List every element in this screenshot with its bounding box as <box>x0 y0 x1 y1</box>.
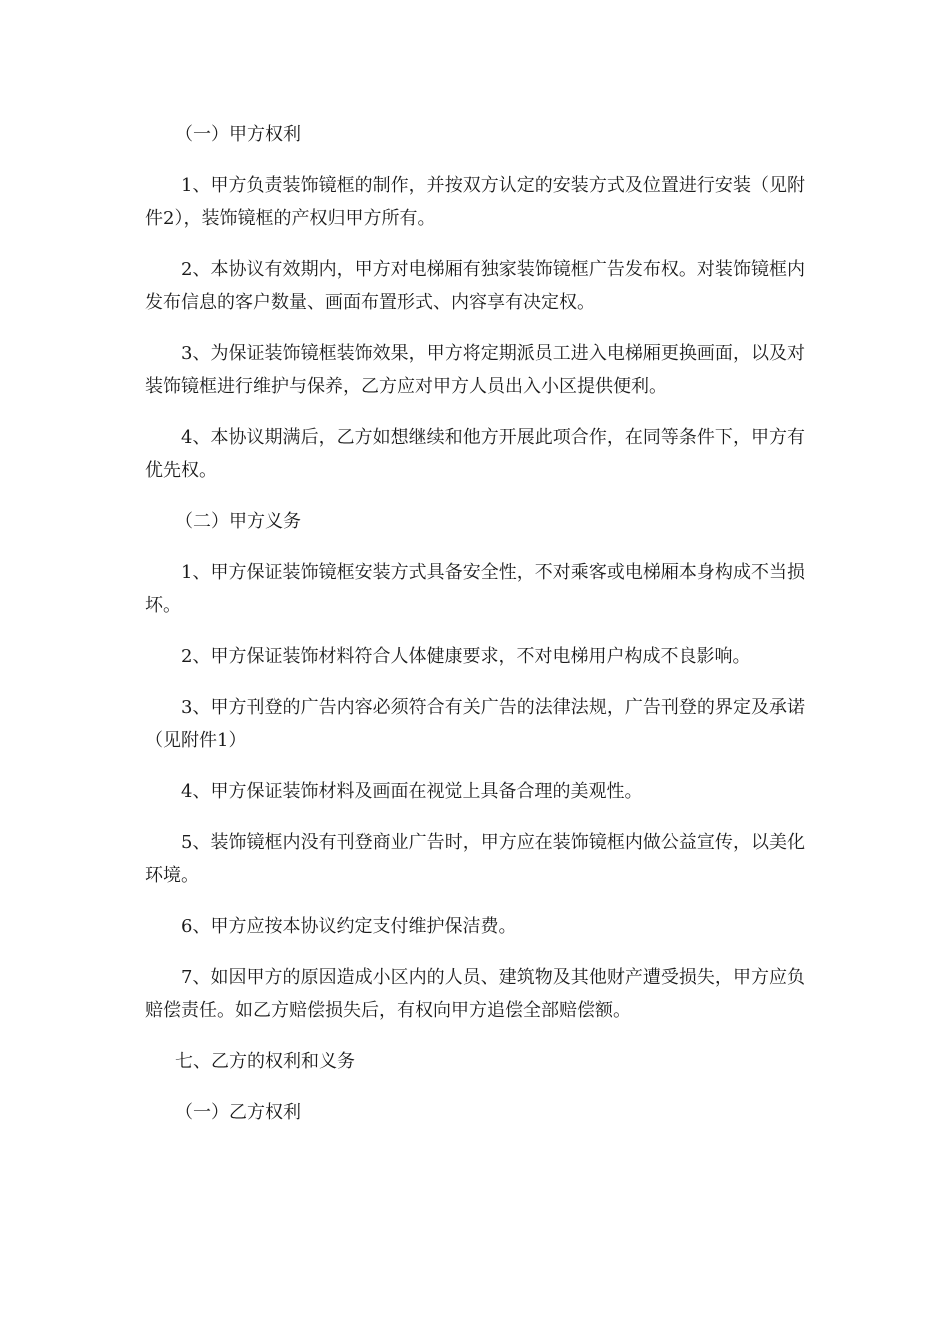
party-a-obligation-6: 6、甲方应按本协议约定支付维护保洁费。 <box>181 916 517 937</box>
party-a-right-2: 2、本协议有效期内，甲方对电梯厢有独家装饰镜框广告发布权。对装饰镜框内发布信息的客户数量、画面布置形式、内容享有决定权。 <box>145 259 805 313</box>
party-a-right-1: 1、甲方负责装饰镜框的制作，并按双方认定的安装方式及位置进行安装（见附件2），装饰镜框的产权归甲方所有。 <box>145 175 805 229</box>
section-heading-party-b-rights-obligations: 七、乙方的权利和义务 <box>175 1051 355 1072</box>
party-a-obligation-2: 2、甲方保证装饰材料符合人体健康要求，不对电梯用户构成不良影响。 <box>181 646 751 667</box>
party-a-obligation-7: 7、如因甲方的原因造成小区内的人员、建筑物及其他财产遭受损失，甲方应负赔偿责任。如乙方赔偿损失后，有权向甲方追偿全部赔偿额。 <box>145 967 805 1021</box>
section-heading-party-a-obligations: （二）甲方义务 <box>175 511 301 532</box>
party-a-obligation-1: 1、甲方保证装饰镜框安装方式具备安全性，不对乘客或电梯厢本身构成不当损坏。 <box>145 562 805 616</box>
party-a-obligation-5: 5、装饰镜框内没有刊登商业广告时，甲方应在装饰镜框内做公益宣传，以美化环境。 <box>145 832 805 886</box>
section-heading-party-b-rights: （一）乙方权利 <box>175 1102 301 1123</box>
party-a-right-3: 3、为保证装饰镜框装饰效果，甲方将定期派员工进入电梯厢更换画面，以及对装饰镜框进行维护与保养，乙方应对甲方人员出入小区提供便利。 <box>145 343 805 397</box>
party-a-obligation-3: 3、甲方刊登的广告内容必须符合有关广告的法律法规，广告刊登的界定及承诺（见附件1） <box>145 697 805 751</box>
party-a-right-4: 4、本协议期满后，乙方如想继续和他方开展此项合作，在同等条件下，甲方有优先权。 <box>145 427 805 481</box>
document-body <box>145 118 805 1147</box>
party-a-obligation-4: 4、甲方保证装饰材料及画面在视觉上具备合理的美观性。 <box>181 781 643 802</box>
section-heading-party-a-rights: （一）甲方权利 <box>175 124 301 145</box>
